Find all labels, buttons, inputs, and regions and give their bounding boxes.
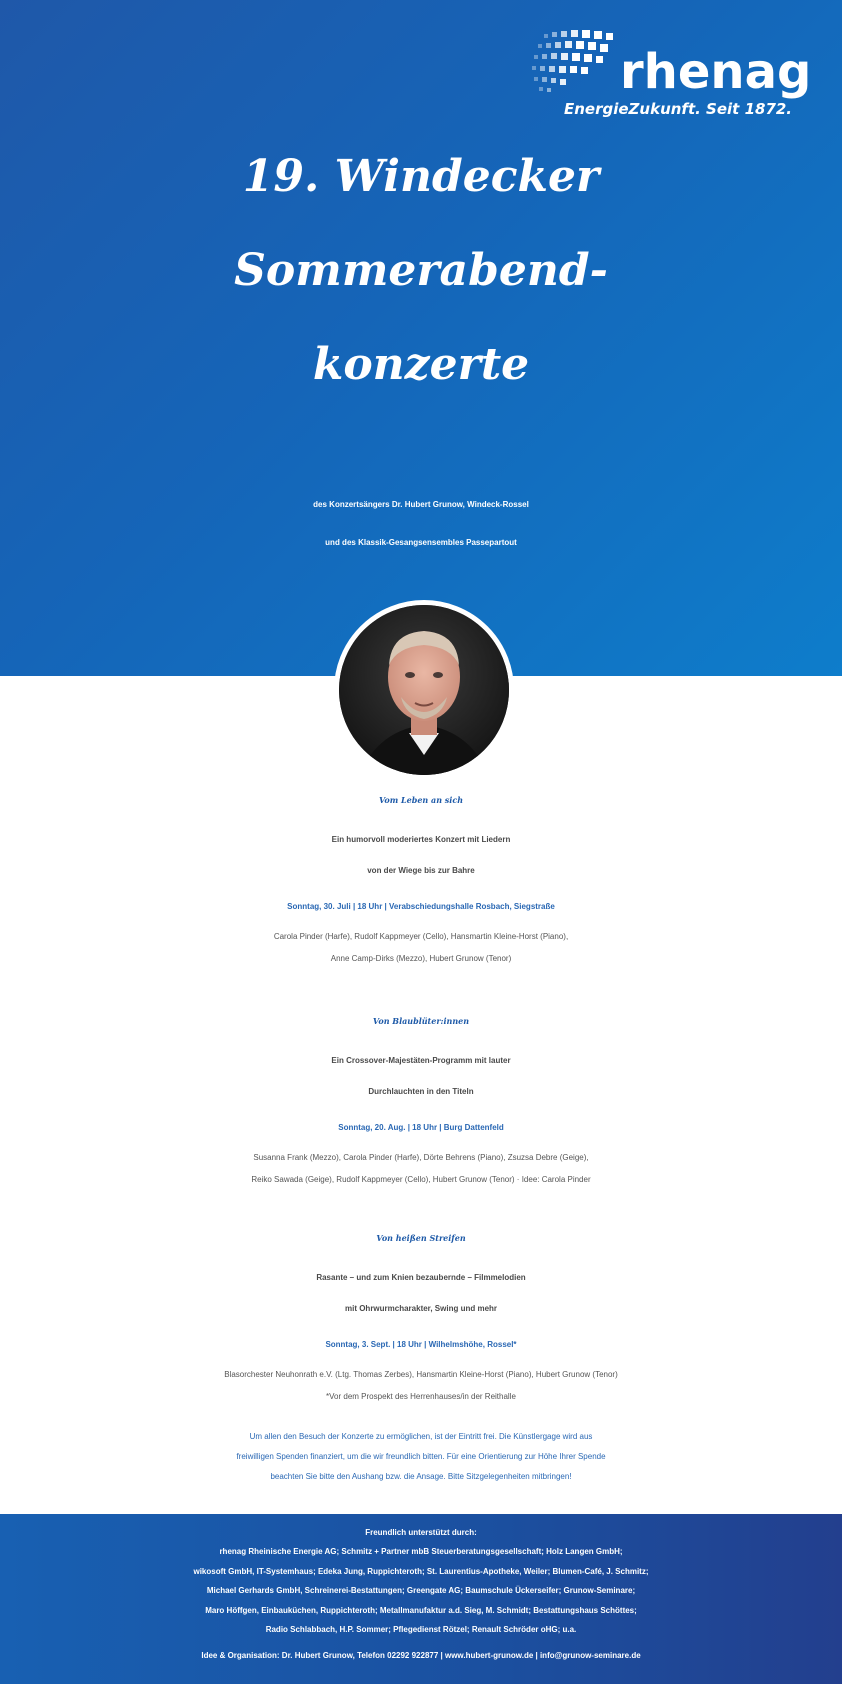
performers-line: Blasorchester Neuhonrath e.V. (Ltg. Thomas Zerbes), Hansmartin Kleine-Horst (Piano), Hubert Grunow (Tenor)	[224, 1370, 618, 1379]
portrait-photo	[334, 600, 514, 780]
portrait-illustration	[339, 605, 509, 775]
concert-date: Sonntag, 3. Sept. | 18 Uhr | Wilhelmshöhe, Rossel*	[325, 1340, 517, 1349]
description-line: Ein Crossover-Majestäten-Programm mit lauter	[331, 1056, 511, 1065]
concert-title: Von Blaublüter:innen	[372, 1016, 470, 1026]
concert-title: Vom Leben an sich	[378, 795, 464, 805]
title-line: konzerte	[312, 339, 530, 390]
concert-date: Sonntag, 30. Juli | 18 Uhr | Verabschiedungshalle Rosbach, Siegstraße	[287, 902, 555, 911]
concert-description	[0, 824, 842, 886]
concert-description	[0, 1045, 842, 1107]
poster-title	[0, 130, 842, 412]
performers-line: Susanna Frank (Mezzo), Carola Pinder (Harfe), Dörte Behrens (Piano), Zsuzsa Debre (Geige),	[253, 1153, 589, 1162]
description-line: Ein humorvoll moderiertes Konzert mit Liedern	[331, 835, 511, 844]
rhenag-logo	[524, 24, 814, 124]
concert-description	[0, 1262, 842, 1324]
description-line: von der Wiege bis zur Bahre	[367, 866, 475, 875]
sponsors-line: Michael Gerhards GmbH, Schreinerei-Bestattungen; Greengate AG; Baumschule Ückerseifer; Grunow-Seminare;	[206, 1586, 636, 1595]
sponsors-footer	[0, 1514, 842, 1684]
sponsors-heading: Freundlich unterstützt durch:	[365, 1528, 477, 1537]
concert-1	[0, 776, 842, 970]
sponsors-line: wikosoft GmbH, IT-Systemhaus; Edeka Jung, Ruppichteroth; St. Laurentius-Apotheke, Weiler; Blumen-Café, J. Schmitz;	[193, 1566, 649, 1576]
description-line: Rasante – und zum Knien bezaubernde – Filmmelodien	[316, 1273, 526, 1282]
concert-title: Von heißen Streifen	[376, 1233, 466, 1243]
logo-globe-icon	[524, 24, 624, 104]
hero-banner	[0, 0, 842, 676]
subtitle-line: des Konzertsängers Dr. Hubert Grunow, Windeck-Rossel	[313, 500, 529, 509]
description-line: mit Ohrwurmcharakter, Swing und mehr	[344, 1304, 498, 1313]
subtitle-line: und des Klassik-Gesangsensembles Passepartout	[325, 538, 517, 547]
performers-line: *Vor dem Prospekt des Herrenhauses/in der Reithalle	[326, 1392, 516, 1401]
performers-line: Reiko Sawada (Geige), Rudolf Kappmeyer (Cello), Hubert Grunow (Tenor) · Idee: Carola Pinder	[251, 1175, 591, 1184]
concert-date: Sonntag, 20. Aug. | 18 Uhr | Burg Dattenfeld	[338, 1123, 504, 1132]
notice-line: Um allen den Besuch der Konzerte zu ermöglichen, ist der Eintritt frei. Die Künstlergage wird aus	[249, 1432, 593, 1441]
title-line: 19. Windecker	[242, 151, 600, 202]
performers-line: Anne Camp-Dirks (Mezzo), Hubert Grunow (Tenor)	[330, 954, 512, 963]
sponsors-line: Radio Schlabbach, H.P. Sommer; Pflegedienst Rötzel; Renault Schröder oHG; u.a.	[265, 1625, 577, 1634]
sponsors-line: rhenag Rheinische Energie AG; Schmitz + Partner mbB Steuerberatungsgesellschaft; Holz Langen GmbH;	[219, 1547, 623, 1556]
notice-line: freiwilligen Spenden finanziert, um die wir freundlich bitten. Für eine Orientierung zur Höhe Ihrer Spende	[236, 1452, 606, 1461]
organisation-contact: Idee & Organisation: Dr. Hubert Grunow, Telefon 02292 922877 | www.hubert-grunow.de | info@grunow-seminare.de	[201, 1650, 641, 1660]
admission-notice	[0, 1427, 842, 1487]
concert-2	[0, 997, 842, 1191]
concert-performers	[0, 1364, 842, 1408]
poster-subtitle	[0, 486, 842, 562]
logo-wordmark: rhenag	[620, 44, 812, 100]
concert-performers	[0, 1147, 842, 1191]
concert-3	[0, 1214, 842, 1408]
notice-line: beachten Sie bitte den Aushang bzw. die Ansage. Bitte Sitzgelegenheiten mitbringen!	[270, 1472, 572, 1481]
performers-line: Carola Pinder (Harfe), Rudolf Kappmeyer (Cello), Hansmartin Kleine-Horst (Piano),	[273, 932, 569, 941]
description-line: Durchlauchten in den Titeln	[368, 1087, 474, 1096]
title-line: Sommerabend-	[234, 245, 608, 296]
sponsors-line: Maro Höffgen, Einbauküchen, Ruppichteroth; Metallmanufaktur a.d. Sieg, M. Schmidt; Bestattungshaus Schöttes;	[205, 1605, 637, 1615]
logo-tagline: EnergieZukunft. Seit 1872.	[564, 100, 793, 118]
concert-performers	[0, 926, 842, 970]
